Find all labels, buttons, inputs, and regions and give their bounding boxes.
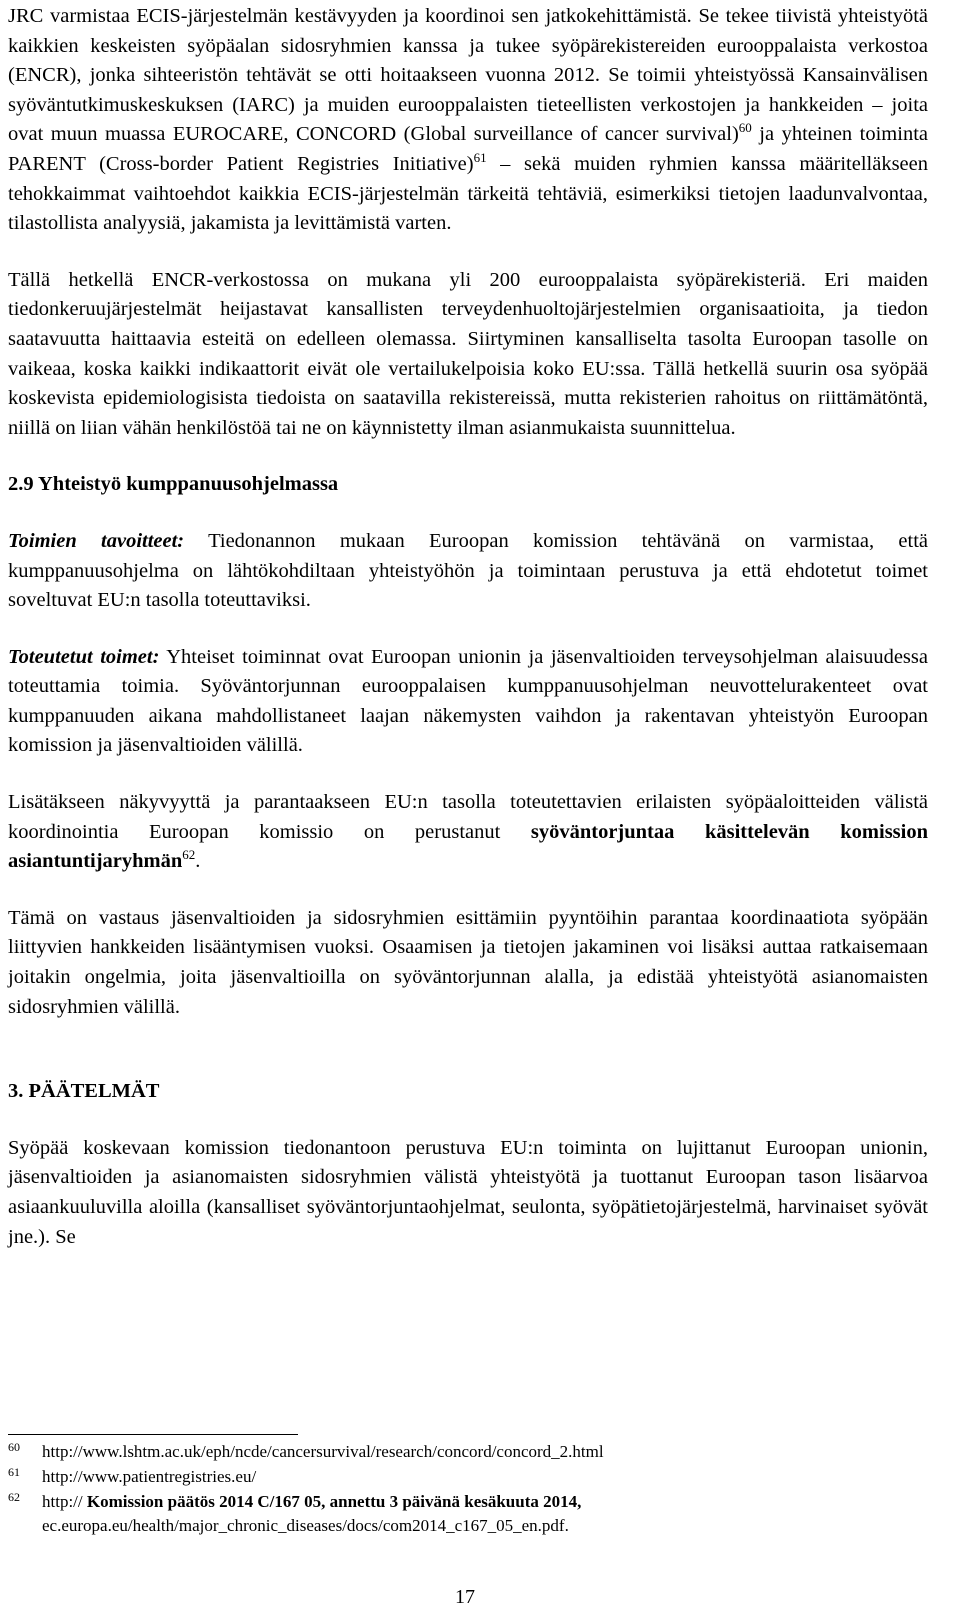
section-title: Yhteistyö kumppanuusohjelmassa xyxy=(38,473,339,496)
footnote-ref-62[interactable]: 62 xyxy=(182,847,196,863)
paragraph-ecis xyxy=(8,2,928,239)
footnote-number: 62 xyxy=(8,1490,20,1504)
paragraph-response: Tämä on vastaus jäsenvaltioiden ja sidosryhmien esittämiin pyyntöihin parantaa koordinaatiota syöpään liittyvien hankkeiden lisääntymisen vuoksi. Osaamisen ja tietojen jakaminen voi lisäksi auttaa ratkaisemaan joitakin ongelmia, joita jäsenvaltioilla on syöväntorjunnan alalla, ja edistää yhteistyötä asianomaisten sidosryhmien välillä. xyxy=(8,906,928,1018)
paragraph-text: – sekä muiden ryhmien kanssa määritelläkseen tehokkaimmat vaihtoehdot kaikkia ECIS-järjestelmän tärkeitä tehtäviä, esimerkiksi tietojen laadunvalvontaa, tilastollista analyysiä, jakamista ja levittämistä varten. xyxy=(8,152,929,235)
paragraph-text: . xyxy=(195,850,201,873)
footnote-link[interactable]: ec.europa.eu/health/major_chronic_diseases/docs/com2014_c167_05_en.pdf. xyxy=(42,1516,569,1535)
footnote-ref-61[interactable]: 61 xyxy=(473,149,487,165)
objectives-label: Toimien tavoitteet: xyxy=(8,529,185,552)
footnote-link[interactable]: http://www.patientregistries.eu/ xyxy=(42,1467,257,1486)
section-heading-3 xyxy=(8,1077,928,1107)
paragraph-encr: Tällä hetkellä ENCR-verkostossa on mukana yli 200 eurooppalaista syöpärekisteriä. Eri maiden tiedonkeruujärjestelmät heijastavat kansallisten terveydenhuoltojärjestelmien organisaatioita, ja tiedon saatavuutta haittaavia esteitä on edelleen olemassa. Siirtyminen kansalliselta tasolta Euroopan tasolle on vaikeaa, koska kaikki indikaattorit eivät ole vertailukelpoisia koko EU:ssa. Tällä hetkellä suurin osa syöpää koskevista epidemiologisista tiedoista on saatavilla rekistereissä, mutta rekisterien rahoitus on riittämätöntä, niillä on liian vähän henkilöstöä tai ne on käynnistetty ilman asianmukaista suunnittelua. xyxy=(8,268,928,439)
paragraph-conclusions: Syöpää koskevaan komission tiedonantoon perustuva EU:n toiminta on lujittanut Euroopan unionin, jäsenvaltioiden ja asianomaisten sidosryhmien välistä yhteistyötä ja tuottanut Euroopan tason lisäarvoa asiaankuuluvilla aloilla (kansalliset syöväntorjuntaohjelmat, seulonta, syöpätietojärjestelmä, harvinaiset syövät jne.). Se xyxy=(8,1136,928,1248)
footnote-61 xyxy=(8,1465,928,1489)
paragraph-text: JRC varmistaa ECIS-järjestelmän kestävyyden ja koordinoi sen jatkokehittämistä. Se tekee tiivistä yhteistyötä kaikkien keskeisten syöpäalan sidosryhmien kanssa ja tukee syöpärekistereiden eurooppalaista verkostoa (ENCR), jonka sihteeristön tehtävät se otti hoitaakseen vuonna 2012. Se toimii yhteistyössä Kansainvälisen syöväntutkimuskeskuksen (IARC) ja muiden eurooppalaisten tieteellisten verkostojen ja hankkeiden – joita ovat muun muassa EUROCARE, CONCORD (Global surveillance of cancer survival) xyxy=(8,5,928,146)
objectives-text: Tiedonannon mukaan Euroopan komission tehtävänä on varmistaa, että kumppanuusohjelma on lähtökohdiltaan yhteistyöhön ja toimintaan perustuva ja että ehdotetut toimet soveltuvat EU:n tasolla toteuttaviksi. xyxy=(8,529,928,612)
section-heading-2-9 xyxy=(8,470,928,500)
actions-label: Toteutetut toimet: xyxy=(8,645,160,668)
section-title: PÄÄTELMÄT xyxy=(28,1080,160,1103)
footnote-link[interactable]: http://www.lshtm.ac.uk/eph/ncde/cancersurvival/research/concord/concord_2.html xyxy=(42,1442,604,1461)
footnote-60 xyxy=(8,1440,928,1464)
footnote-separator xyxy=(8,1434,298,1435)
footnote-body xyxy=(42,1490,928,1538)
paragraph-actions xyxy=(8,643,928,761)
footnote-ref-60[interactable]: 60 xyxy=(738,120,752,136)
paragraph-text: Lisätäkseen näkyvyyttä ja parantaakseen EU:n tasolla toteutettavien erilaisten syöpäaloitteiden välistä koordinointia Euroopan komissio on perustanut xyxy=(8,791,928,843)
footnote-number: 61 xyxy=(8,1465,20,1479)
document-page xyxy=(8,2,928,1252)
paragraph-text: ja yhteinen toiminta PARENT (Cross-border Patient Registries Initiative) xyxy=(8,123,928,175)
page-number: 17 xyxy=(455,1586,475,1608)
footnote-decision-title: Komission päätös 2014 C/167 05, annettu 3 päivänä kesäkuuta 2014, xyxy=(86,1492,582,1511)
actions-text: Yhteiset toiminnat ovat Euroopan unionin ja jäsenvaltioiden terveysohjelman alaisuudessa toteuttamia toimia. Syöväntorjunnan eurooppalaisen kumppanuusohjelman neuvottelurakenteet ovat kumppanuuden aikana mahdollistaneet laajan näkemysten vaihdon ja rakentavan yhteistyön Euroopan komission ja jäsenvaltioiden välillä. xyxy=(8,645,928,757)
expert-group-name: syöväntorjuntaa käsittelevän komission asiantuntijaryhmän xyxy=(8,820,928,873)
footnote-62 xyxy=(8,1490,928,1538)
footnote-number: 60 xyxy=(8,1440,20,1454)
paragraph-objectives xyxy=(8,527,928,616)
paragraph-visibility xyxy=(8,788,928,877)
section-number: 3. xyxy=(8,1080,24,1103)
footnote-link-prefix[interactable]: http:// xyxy=(42,1492,87,1511)
section-number: 2.9 xyxy=(8,473,34,496)
